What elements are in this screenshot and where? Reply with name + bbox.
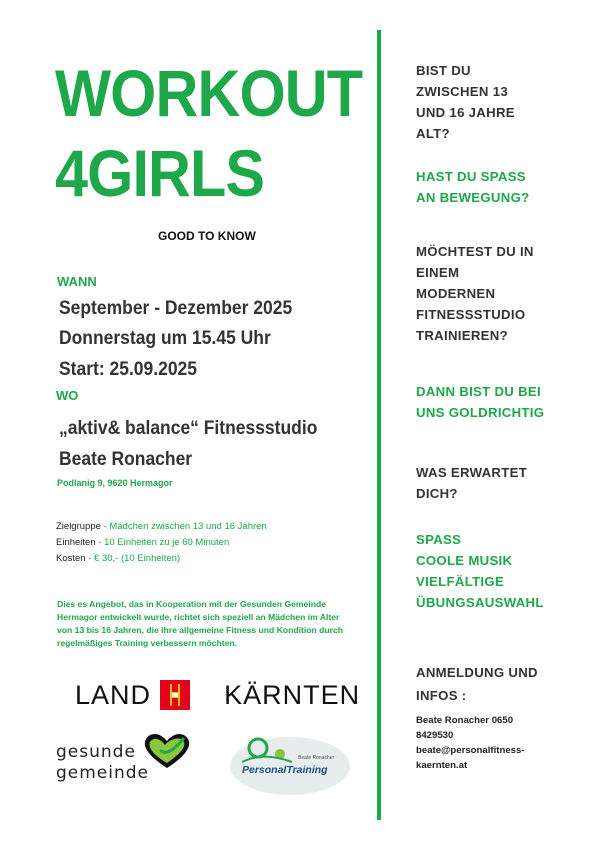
question-age: BIST DU ZWISCHEN 13 UND 16 JAHRE ALT? <box>416 63 515 141</box>
description: Dies es Angebot, das in Kooperation mit der Gesunden Gemeinde Hermagor entwickelt wurde, richtet sich speziell an Mädchen im Alter von 13 bis 16 Jahren, die ihre allgemeine Fitness und Kondition durch regelmäßiges Training verbessern möchten. <box>57 599 344 648</box>
carinthia-flag-icon <box>160 680 190 710</box>
question-expect: WAS ERWARTET DICH? <box>416 465 528 501</box>
title-line-1: WORKOUT <box>55 56 363 130</box>
when-label: WANN <box>57 274 97 289</box>
signup-heading: ANMELDUNG UND INFOS : <box>416 665 538 703</box>
expect-list: SPASS COOLE MUSIK VIELFÄLTIGE ÜBUNGSAUSWAHL <box>416 532 544 610</box>
vertical-divider <box>377 30 381 820</box>
contact-info: Beate Ronacher 0650 8429530 beate@personalfitness- kaernten.at <box>416 715 525 771</box>
where-label: WO <box>56 388 79 403</box>
when-period: September - Dezember 2025 <box>59 298 293 319</box>
title-line-2: 4GIRLS <box>55 136 265 210</box>
fact-row: Zielgruppe · Mädchen zwischen 13 und 16 Jahren <box>56 521 267 532</box>
where-studio: „aktiv& balance“ Fitnessstudio <box>59 418 318 439</box>
question-train: MÖCHTEST DU IN EINEM MODERNEN FITNESSSTUDIO TRAINIEREN? <box>416 244 534 343</box>
personal-training-subtext: Beate Ronacher <box>298 755 335 761</box>
land-kaernten-logo: LAND KÄRNTEN <box>75 680 361 710</box>
where-owner: Beate Ronacher <box>59 449 193 470</box>
facts-list <box>56 519 267 567</box>
subtitle: GOOD TO KNOW <box>158 229 256 243</box>
personal-training-text: PersonalTraining <box>242 764 328 776</box>
fact-row: Einheiten · 10 Einheiten zu je 60 Minuten <box>56 537 230 548</box>
heart-icon <box>140 730 194 770</box>
when-schedule: Donnerstag um 15.45 Uhr <box>59 328 271 349</box>
question-fun: HAST DU SPASS AN BEWEGUNG? <box>416 169 530 205</box>
when-start: Start: 25.09.2025 <box>59 359 197 380</box>
where-address: Podlanig 9, 9620 Hermagor <box>57 478 173 488</box>
gesunde-gemeinde-logo: gesunde gemeinde <box>56 742 150 783</box>
fact-row: Kosten · € 30,- (10 Einheiten) <box>56 553 181 564</box>
right-answer: DANN BIST DU BEI UNS GOLDRICHTIG <box>416 384 545 420</box>
